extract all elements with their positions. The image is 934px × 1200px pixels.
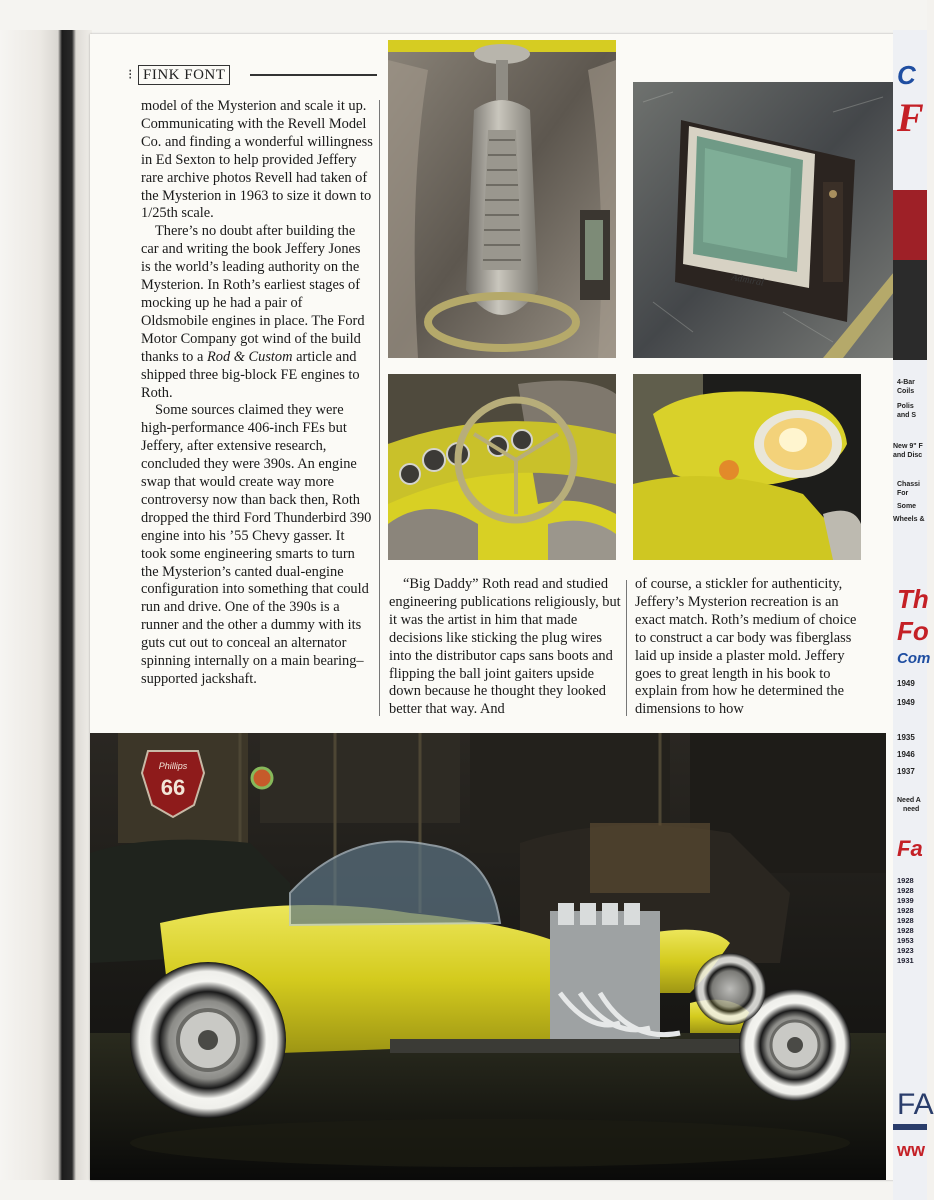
ad-footer-bar (893, 1124, 927, 1130)
header-rule (250, 74, 377, 76)
tv-illustration (633, 82, 894, 358)
ad-small-text (897, 796, 921, 814)
ad-line: and Disc (893, 452, 923, 459)
ad-headline-top: C (897, 60, 916, 90)
tv-brand: Admiral (730, 272, 765, 289)
interior-tv-photo (633, 82, 894, 358)
section-label: FINK FONT (138, 65, 230, 85)
ad-list-item: 1923 (897, 946, 914, 955)
column-rule (379, 100, 380, 716)
article-column-1 (141, 98, 373, 689)
ad-line: need (903, 806, 920, 813)
sign-number: 66 (160, 775, 186, 800)
ad-subhead: Com (897, 650, 931, 667)
magazine-title: Rod & Custom (206, 348, 293, 365)
ad-line: Need A (897, 797, 921, 804)
ad-headline-brand: F (897, 95, 924, 140)
paragraph (141, 223, 373, 402)
ad-small-text (893, 480, 925, 524)
paragraph: model of the Mysterion and scale it up. Communicating with the Revell Model Co. and finding a wonderful willingness in Ed Sexton to help provided Jeffery rare archive photos Revell had taken of the Mysterion in 1963 to size it down to 1/25th scale. (141, 98, 373, 222)
paragraph: Some sources claimed they were high-performance 406-inch FEs but Jeffery, after extensive research, concluded they were 390s. An engine swap that would create way more controversy now than back then, Roth dropped the third Ford Thunderbird 390 engine into his ’55 Chevy gasser. It took some engineering smarts to turn the Mysterion’s canted dual-engine configuration into something that could run and drive. One of the 390s is a runner and the other a dummy with its guts cut out to conceal an alternator spinning internally on a main bearing–supported jackshaft. (141, 402, 372, 687)
dashboard-illustration (388, 374, 616, 560)
ad-line: Some (897, 503, 917, 510)
ad-list-item: 1949 (897, 698, 915, 707)
ad-line: For (897, 490, 909, 497)
ad-line: New 9" F (893, 443, 923, 450)
ad-line: Wheels & (893, 516, 925, 523)
headlight-illustration (633, 374, 861, 560)
ad-footer-brand: FA (897, 1088, 934, 1121)
column-rule (626, 580, 627, 716)
ad-list-item: 1928 (897, 926, 914, 935)
ad-line: 4-Bar (897, 379, 915, 386)
ad-list-item: 1935 (897, 733, 915, 742)
ad-list-item: 1946 (897, 750, 915, 759)
ad-list (897, 876, 914, 966)
ad-line: Coils (897, 388, 915, 395)
ad-small-text (897, 378, 916, 420)
paragraph-text: article and shipped three big-block FE engines to Roth. (141, 348, 360, 401)
wall-clock (252, 768, 272, 788)
ad-list-item: 1928 (897, 876, 914, 885)
car-illustration (90, 733, 886, 1180)
dashboard-photo (388, 374, 616, 560)
ad-list-item: 1931 (897, 956, 914, 965)
dots-icon: ⁝ (128, 67, 133, 83)
ad-list-item: 1928 (897, 906, 914, 915)
ad-product-image (893, 190, 927, 260)
ad-line: Chassi (897, 481, 920, 488)
ad-headline: Th (897, 584, 929, 614)
ad-small-text (893, 442, 923, 460)
ad-list-item: 1953 (897, 936, 914, 945)
paragraph: of course, a stickler for authenticity, Jeffery’s Mysterion recreation is an exact match. Roth’s medium of choice to construct a car body was fiberglass laid up inside a plaster mold. Jeffery goes to great length in his book to explain from how he determined the dimensions to how (635, 576, 857, 718)
ad-footer-url: ww (897, 1140, 926, 1160)
ad-list-item: 1928 (897, 886, 914, 895)
seat-illustration (388, 40, 616, 358)
ad-list (897, 732, 915, 777)
paragraph: “Big Daddy” Roth read and studied engineering publications religiously, but it was the artist in him that made decisions like sticking the plug wires into the distributor caps sans boots and flipping the ball joint gaiters upside down because he thought they looked better that way. And (389, 576, 621, 718)
article-column-2 (389, 576, 621, 719)
ad-list-item: 1949 (897, 679, 915, 688)
ad-list-item: 1937 (897, 767, 915, 776)
ad-product-image (893, 260, 927, 360)
ad-list-item: 1939 (897, 896, 914, 905)
sign-word: Phillips (158, 761, 188, 771)
ad-headline: Fo (897, 616, 929, 646)
ad-list (897, 678, 915, 708)
article-column-3 (635, 576, 861, 719)
magazine-spine (0, 30, 92, 1180)
headlight-photo (633, 374, 861, 560)
facing-page-ad (893, 30, 934, 1200)
section-header (128, 64, 230, 86)
paragraph-text: There’s no doubt after building the car and writing the book Jeffery Jones is the world’s leading authority on the Mysterion. In Roth’s earliest stages of mocking up he had a pair of Oldsmobile engines in place. The Ford Motor Company got wind of the build thanks to a (141, 223, 365, 365)
ad-headline: Fa (897, 836, 923, 861)
ad-line: and S (897, 412, 917, 419)
ad-list-item: 1928 (897, 916, 914, 925)
mysterion-car-photo (90, 733, 886, 1180)
ad-line: Polis (897, 403, 914, 410)
interior-seat-photo (388, 40, 616, 358)
